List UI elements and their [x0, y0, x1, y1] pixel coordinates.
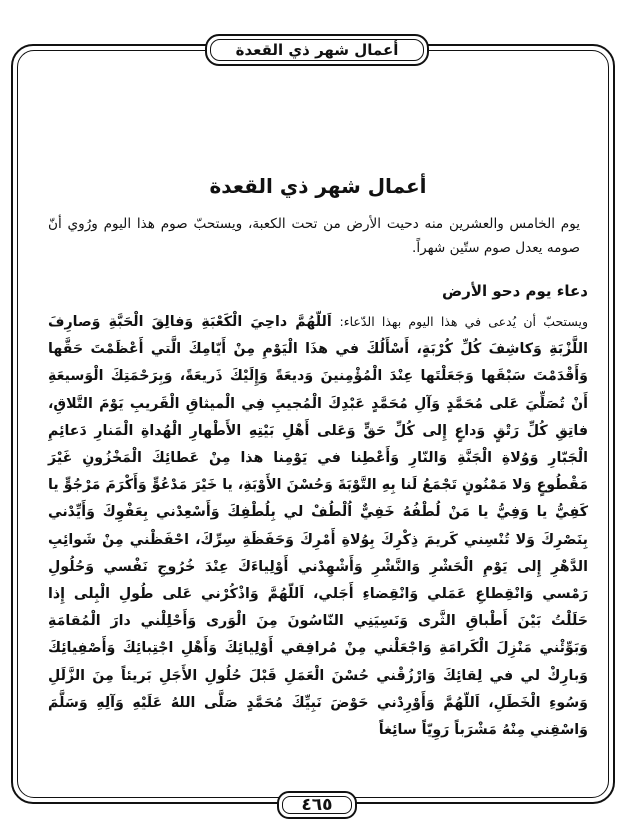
page-content: [48, 170, 588, 744]
header-cartouche: [205, 34, 429, 66]
page-title: أعمال شهر ذي القعدة: [209, 174, 427, 198]
prayer-paragraph: [48, 308, 588, 744]
page-number: ٤٦٥: [301, 795, 333, 815]
section-title: دعاء يوم دحو الأرض: [442, 282, 588, 300]
intro-paragraph: يوم الخامس والعشرين منه دحيت الأرض من تحت الكعبة، ويستحبّ صوم هذا اليوم ورُوي أنّ صومه يعدل صوم ستّين شهراً.: [48, 216, 580, 256]
running-header-title: أعمال شهر ذي القعدة: [235, 41, 399, 59]
prayer-intro: ويستحبّ أن يُدعى في هذا اليوم بهذا الدّعاء:: [339, 314, 588, 329]
prayer-text: اَللّهُمَّ داحِيَ الْكَعْبَةِ وَفالِقَ الْحَبَّةِ وَصارِفَ اللَّزْبَةِ وَكاشِفَ كُلِّ كُرْبَةٍ، أَسْأَلُكَ في هذَا الْيَوْمِ مِنْ أَيّامِكَ الَّتي أَعْظَمْتَ حَقَّها وَأَقْدَمْتَ سَبْقَها وَجَعَلْتَها عِنْدَ الْمُؤْمِنينَ وَديعَةً وَإِلَيْكَ ذَريعَةً، وَبِرَحْمَتِكَ الْوَسيعَةِ أَنْ تُصَلِّيَ عَلى مُحَمَّدٍ وَآلِ مُحَمَّدٍ عَبْدِكَ الْمُجيبِ فِي الْميثاقِ الْقَريبِ يَوْمَ التَّلاقِ، فاتِقِ كُلِّ رَتْقٍ وَداعٍ إِلى كُلِّ حَقٍّ وَعَلى أَهْلِ بَيْتِهِ الأَطْهارِ الْهُداةِ الْمَنارِ دَعائِمِ الْجَبّارِ وَوُلاةِ الْجَنَّةِ وَالنّارِ وَأَعْطِنا في يَوْمِنا هذا مِنْ عَطائِكَ الْمَخْزُونِ غَيْرَ مَقْطُوعٍ وَلا مَمْنُونٍ تَجْمَعُ لَنا بِهِ التَّوْبَةَ وَحُسْنَ الأَوْبَةِ، يا خَيْرَ مَدْعُوٍّ وَأَكْرَمَ مَرْجُوٍّ يا كَفِيُّ يا وَفِيُّ يا مَنْ لُطْفُهُ خَفِيٌّ اُلْطُفْ لي بِلُطْفِكَ وَأَسْعِدْني بِعَفْوِكَ وَأَيِّدْني بِنَصْرِكَ وَلا تُنْسِني كَريمَ ذِكْرِكَ بِوُلاةِ أَمْرِكَ وَحَفَظَةِ سِرِّكَ، احْفَظْني مِنْ شَوائِبِ الدَّهْرِ إِلى يَوْمِ الْحَشْرِ وَالنَّشْرِ وَأَشْهِدْني أَوْلِياءَكَ عِنْدَ خُرُوجِ نَفْسي وَحُلُولِ رَمْسي وَانْقِطاعِ عَمَلي وَانْقِضاءِ أَجَلي، اَللّهُمَّ وَاذْكُرْني عَلى طُولِ الْبِلى إِذا حَلَلْتُ بَيْنَ أَطْباقِ الثَّرى وَنَسِيَنِي النّاسُونَ مِنَ الْوَرى وَأَحْلِلْني دارَ الْمُقامَةِ وَبَوِّئْني مَنْزِلَ الْكَرامَةِ وَاجْعَلْني مِنْ مُرافِقي أَوْلِيائِكَ وَأَهْلِ اجْتِبائِكَ وَأَصْفِيائِكَ وَبارِكْ لي في لِقائِكَ وَارْزُقْني حُسْنَ الْعَمَلِ قَبْلَ حُلُولِ الأَجَلِ بَريئاً مِنَ الزَّلَلِ وَسُوءِ الْخَطَلِ، اَللّهُمَّ وَأَوْرِدْني حَوْضَ نَبِيِّكَ مُحَمَّدٍ صَلَّى اللهُ عَلَيْهِ وَآلِهِ وَسَلَّمَ وَاسْقِني مِنْهُ مَشْرَباً رَوِيّاً سائِغاً: [48, 314, 588, 739]
footer-cartouche: [277, 791, 357, 819]
